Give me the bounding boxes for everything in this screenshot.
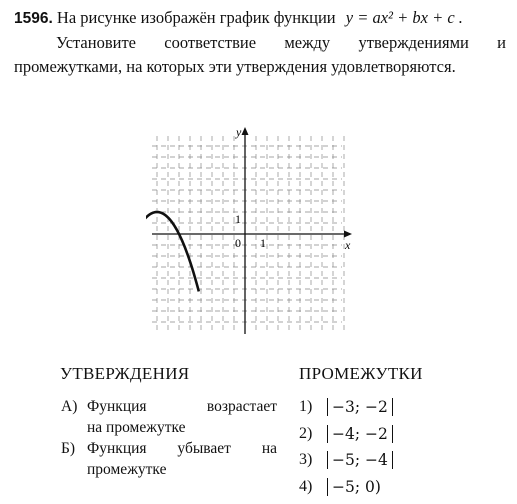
statements-title: УТВЕРЖДЕНИЯ	[60, 364, 190, 383]
interval-value: −3; −2	[327, 398, 393, 416]
problem-first-line	[14, 6, 506, 31]
interval-number: 3)	[299, 451, 313, 469]
problem-formula: y = ax² + bx + c .	[345, 8, 463, 27]
problem-body: Установите соответствие между утверждениями и промежутками, на которых эти утверждения удовлетворяются.	[14, 33, 506, 76]
origin-label: 0	[235, 236, 241, 250]
problem-number: 1596.	[14, 10, 53, 27]
statement-a	[61, 396, 277, 438]
intervals-list	[299, 394, 393, 500]
intervals-title: ПРОМЕЖУТКИ	[299, 364, 423, 383]
statement-a-line2: на промежутке	[87, 419, 186, 436]
y-axis-label: y	[236, 126, 242, 139]
x-axis-label: x	[345, 238, 351, 252]
statement-b-line1: Функция убывает на	[87, 440, 277, 457]
y-axis-arrow	[242, 127, 249, 135]
statement-a-line1: Функция возрастает	[87, 398, 277, 415]
statement-b-label: Б)	[61, 440, 76, 457]
statement-a-label: А)	[61, 398, 78, 415]
interval-item	[299, 421, 393, 448]
interval-number: 1)	[299, 398, 313, 416]
function-graph	[146, 126, 356, 336]
unit-y-label: 1	[235, 212, 241, 226]
interval-number: 2)	[299, 424, 313, 442]
interval-item	[299, 474, 393, 501]
interval-value: −5; 0 )	[327, 478, 385, 496]
parabola-curve	[146, 212, 199, 291]
statement-b	[61, 438, 277, 480]
x-axis-arrow	[344, 231, 352, 238]
problem-lead: На рисунке изображён график функции	[56, 8, 336, 27]
interval-value: −5; −4	[327, 451, 393, 469]
interval-number: 4)	[299, 477, 313, 495]
statement-b-line2: промежутке	[87, 461, 167, 478]
interval-item	[299, 447, 393, 474]
problem-statement	[14, 6, 506, 79]
interval-item	[299, 394, 393, 421]
unit-x-label: 1	[260, 236, 266, 250]
interval-value: −4; −2	[327, 425, 393, 443]
